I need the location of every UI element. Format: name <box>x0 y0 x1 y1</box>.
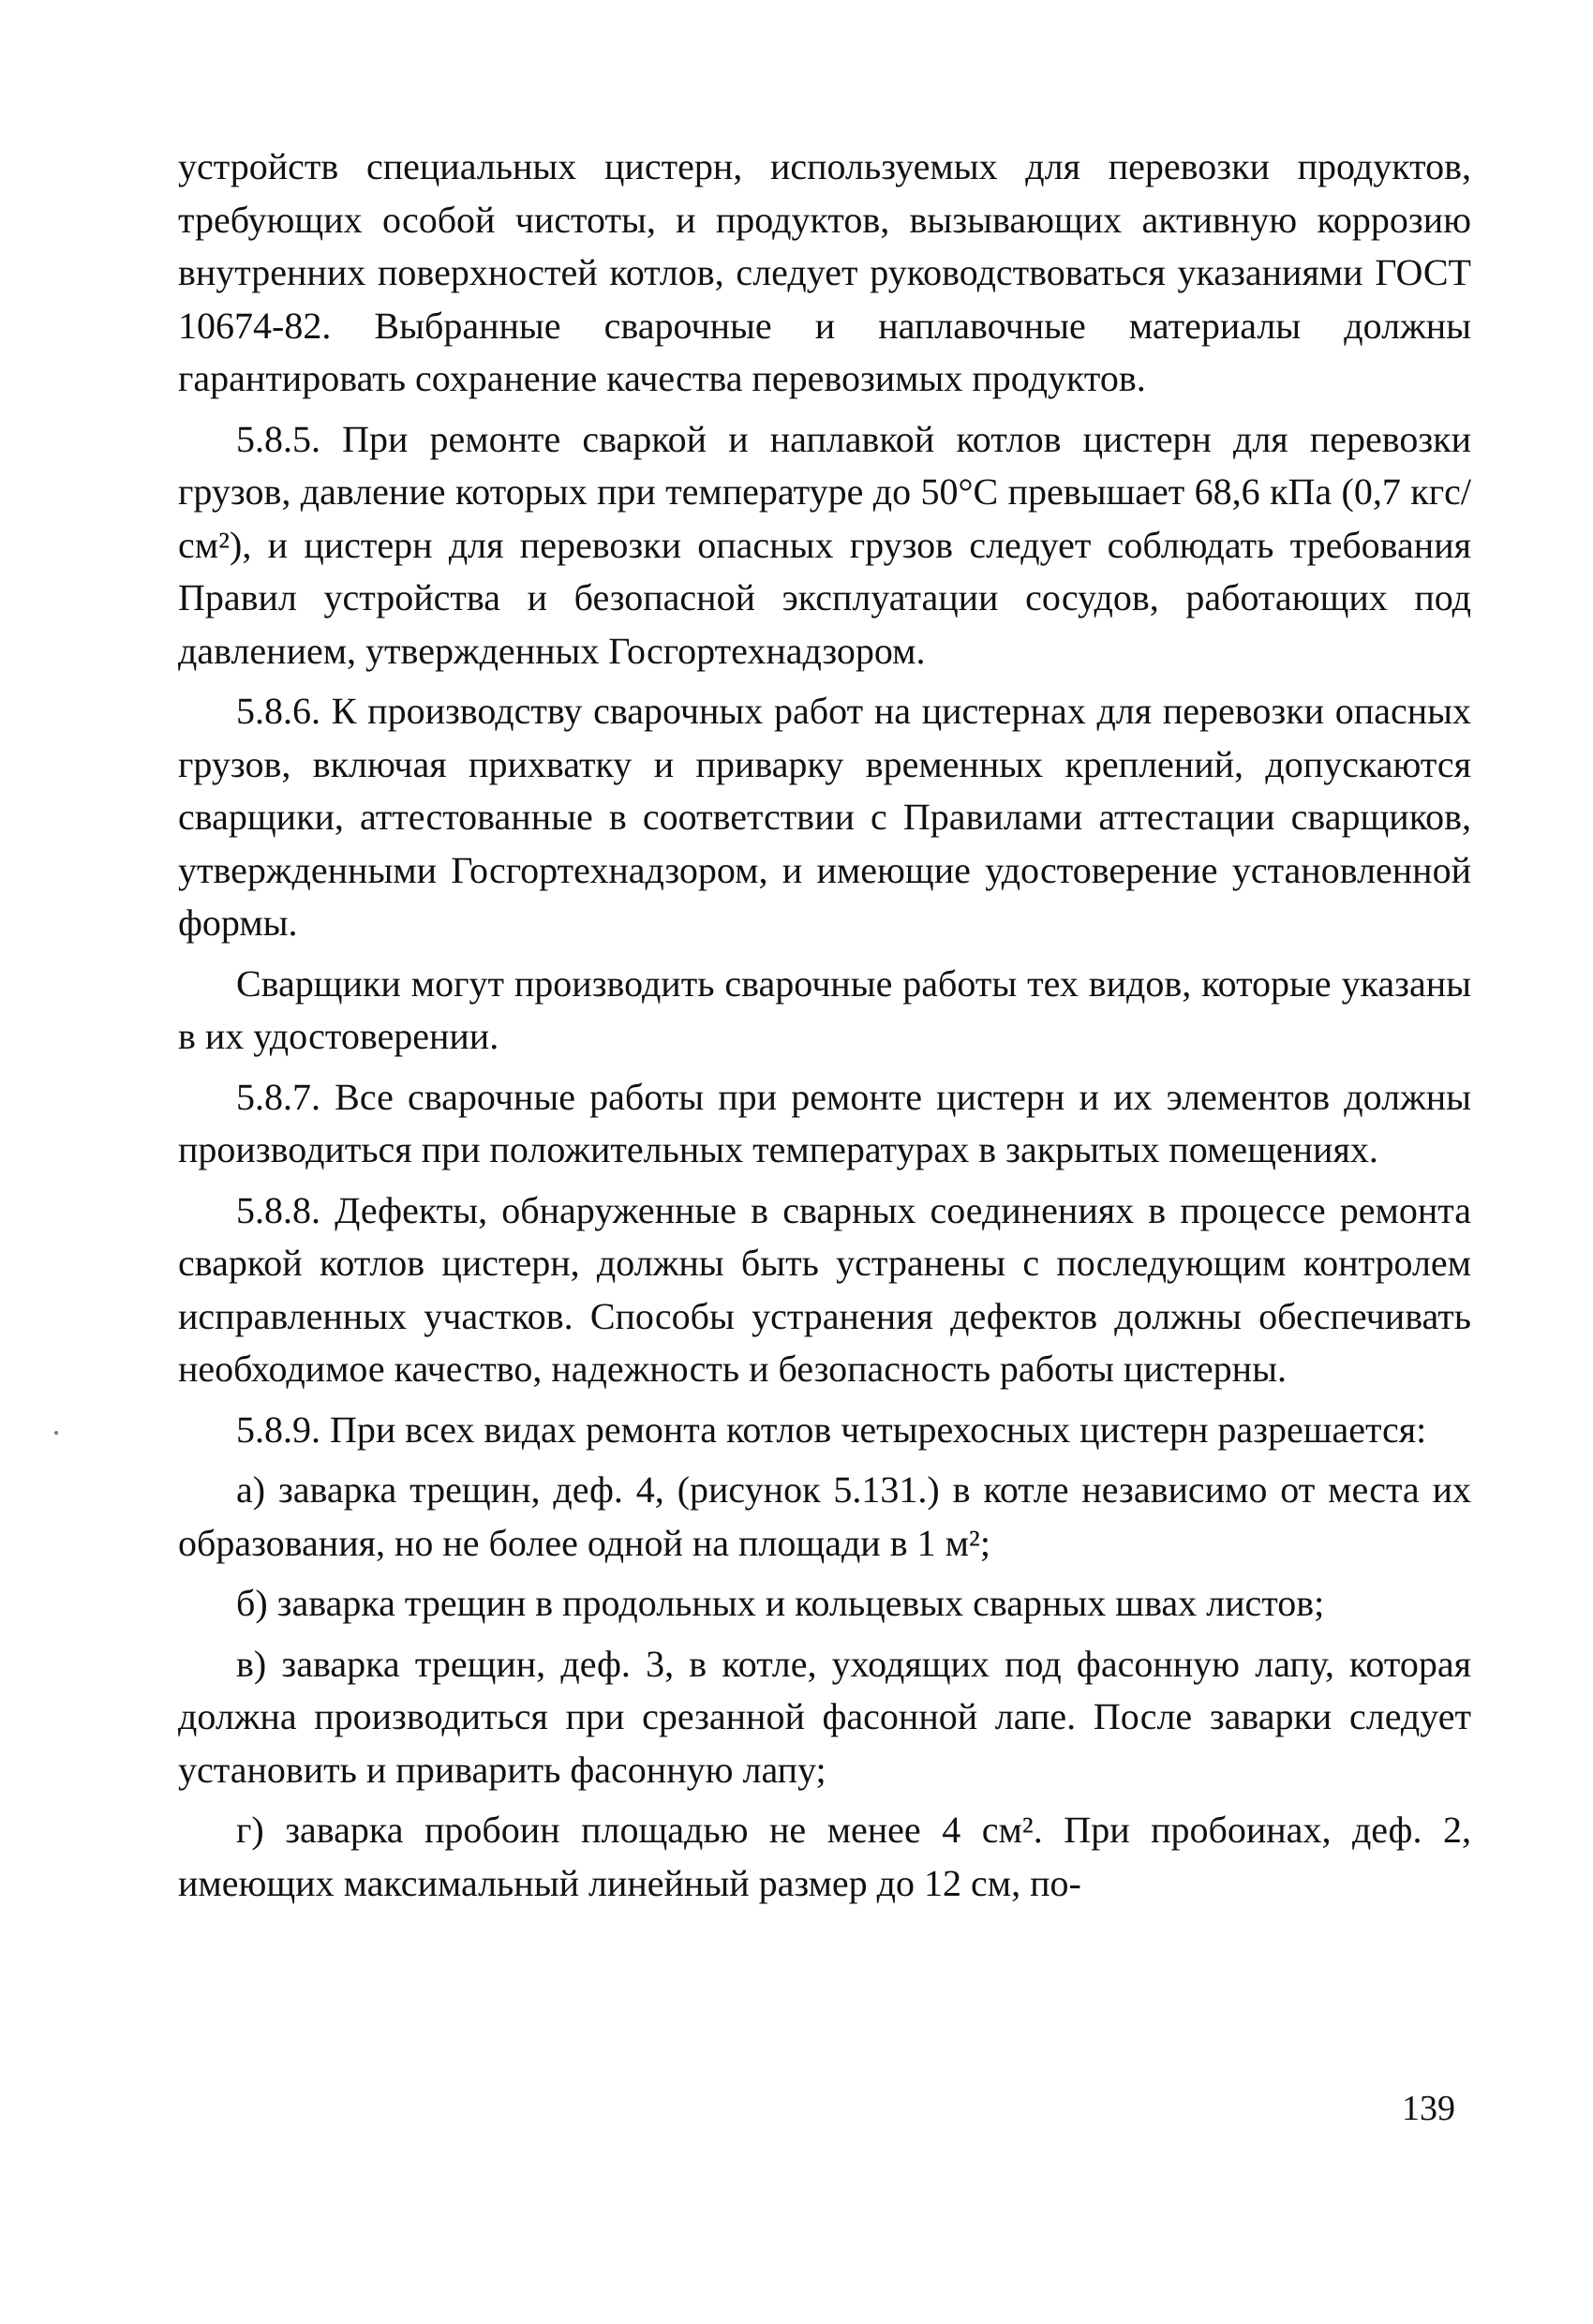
paragraph-5-8-9: 5.8.9. При всех видах ремонта котлов четырехосных цистерн разрешается: <box>236 1408 1427 1451</box>
paragraph-5-8-5: 5.8.5. При ремонте сваркой и наплавкой котлов цистерн для перевозки грузов, давление которых при температуре до 50°С превышает 68,6 кПа (0,7 кгс/см²), и цистерн для перевозки опасных грузов следует соблюдать требования Правил устройства и безопасной эксплуатации сосудов, работающих под давлением, утвержденных Госгортехнадзором. <box>178 417 1471 672</box>
margin-speck <box>54 1431 58 1435</box>
paragraph-5-8-6: 5.8.6. К производству сварочных работ на цистернах для перевозки опасных грузов, включая прихватку и приварку временных креплений, допускаются сварщики, аттестованные в соответствии с Правилами аттестации сварщиков, утвержденными Госгортехнадзором, и имеющие удостоверение установленной формы. <box>178 690 1471 944</box>
list-item-b: б) заварка трещин в продольных и кольцевых сварных швах листов; <box>236 1582 1325 1624</box>
paragraph-5-8-7: 5.8.7. Все сварочные работы при ремонте цистерн и их элементов должны производиться при положительных температурах в закрытых помещениях. <box>178 1075 1471 1170</box>
paragraph-continuation: устройств специальных цистерн, используемых для перевозки продуктов, требующих особой чистоты, и продуктов, вызывающих активную коррозию внутренних поверхностей котлов, следует руководствоваться указаниями ГОСТ 10674-82. Выбранные сварочные и наплавочные материалы должны гарантировать сохранение качества перевозимых продуктов. <box>178 145 1471 399</box>
document-body <box>178 141 1471 1917</box>
paragraph-5-8-8: 5.8.8. Дефекты, обнаруженные в сварных соединениях в процессе ремонта сваркой котлов цистерн, должны быть устранены с последующим контролем исправленных участков. Способы устранения дефектов должны обеспечивать необходимое качество, надежность и безопасность работы цистерны. <box>178 1188 1471 1390</box>
page-number: 139 <box>1402 2089 1455 2128</box>
paragraph-welders-note: Сварщики могут производить сварочные работы тех видов, которые указаны в их удостоверении. <box>178 961 1471 1057</box>
list-item-v: в) заварка трещин, деф. 3, в котле, уходящих под фасонную лапу, которая должна производиться при срезанной фасонной лапе. После заварки следует установить и приварить фасонную лапу; <box>178 1642 1471 1791</box>
list-item-a: а) заварка трещин, деф. 4, (рисунок 5.131.) в котле независимо от места их образования, но не более одной на площади в 1 м²; <box>178 1468 1471 1564</box>
list-item-g: г) заварка пробоин площадью не менее 4 см². При пробоинах, деф. 2, имеющих максимальный линейный размер до 12 см, по- <box>178 1809 1471 1904</box>
